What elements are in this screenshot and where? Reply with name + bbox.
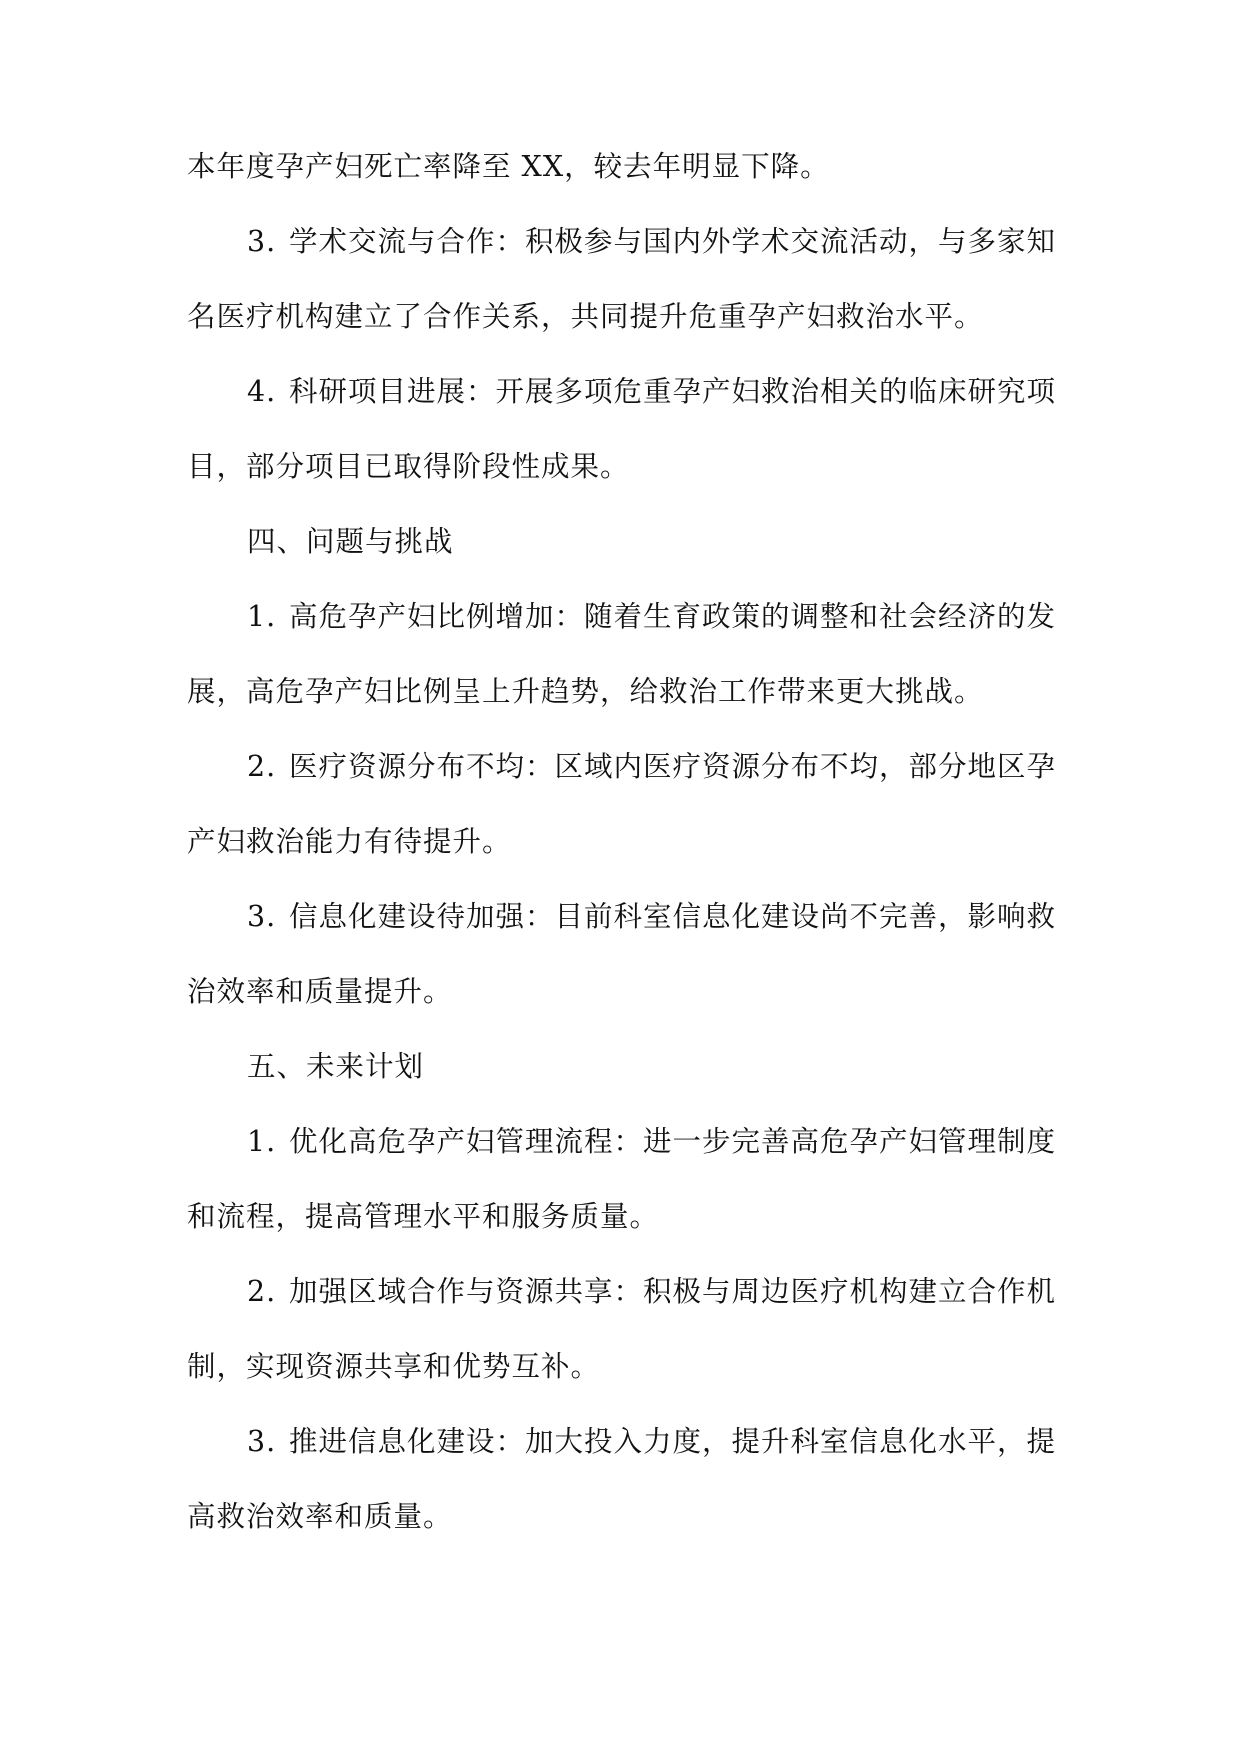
list-number: 3.	[247, 225, 277, 258]
list-item-line	[0, 747, 1241, 787]
section-heading: 五、未来计划	[247, 1050, 425, 1083]
list-item-text: 推进信息化建设：加大投入力度，提升科室信息化水平，提	[289, 1425, 1057, 1458]
list-number: 2.	[247, 1275, 277, 1308]
paragraph-line: 高救治效率和质量。	[187, 1500, 453, 1533]
list-number: 3.	[247, 1425, 277, 1458]
list-item-line	[0, 897, 1241, 937]
list-number: 2.	[247, 750, 277, 783]
list-number: 1.	[247, 1125, 277, 1158]
list-item-text: 加强区域合作与资源共享：积极与周边医疗机构建立合作机	[289, 1275, 1057, 1308]
paragraph-line: 本年度孕产妇死亡率降至 XX，较去年明显下降。	[187, 150, 830, 183]
list-item-line	[0, 372, 1241, 412]
list-item-text: 优化高危孕产妇管理流程：进一步完善高危孕产妇管理制度	[289, 1125, 1057, 1158]
paragraph-line: 和流程，提高管理水平和服务质量。	[187, 1200, 660, 1233]
list-item-text: 科研项目进展：开展多项危重孕产妇救治相关的临床研究项	[289, 375, 1057, 408]
list-item-line	[0, 1422, 1241, 1462]
list-item-text: 高危孕产妇比例增加：随着生育政策的调整和社会经济的发	[289, 600, 1057, 633]
list-item-text: 学术交流与合作：积极参与国内外学术交流活动，与多家知	[289, 225, 1057, 258]
list-item-text: 信息化建设待加强：目前科室信息化建设尚不完善，影响救	[289, 900, 1057, 933]
paragraph-line: 制，实现资源共享和优势互补。	[187, 1350, 601, 1383]
paragraph-line: 名医疗机构建立了合作关系，共同提升危重孕产妇救治水平。	[187, 300, 984, 333]
list-item-line	[0, 222, 1241, 262]
paragraph-line: 展，高危孕产妇比例呈上升趋势，给救治工作带来更大挑战。	[187, 675, 984, 708]
paragraph-line: 产妇救治能力有待提升。	[187, 825, 512, 858]
list-item-text: 医疗资源分布不均：区域内医疗资源分布不均，部分地区孕	[289, 750, 1057, 783]
list-number: 4.	[247, 375, 277, 408]
list-number: 3.	[247, 900, 277, 933]
list-number: 1.	[247, 600, 277, 633]
paragraph-line: 目，部分项目已取得阶段性成果。	[187, 450, 630, 483]
list-item-line	[0, 597, 1241, 637]
section-heading: 四、问题与挑战	[247, 525, 454, 558]
list-item-line	[0, 1272, 1241, 1312]
list-item-line	[0, 1122, 1241, 1162]
paragraph-line: 治效率和质量提升。	[187, 975, 453, 1008]
